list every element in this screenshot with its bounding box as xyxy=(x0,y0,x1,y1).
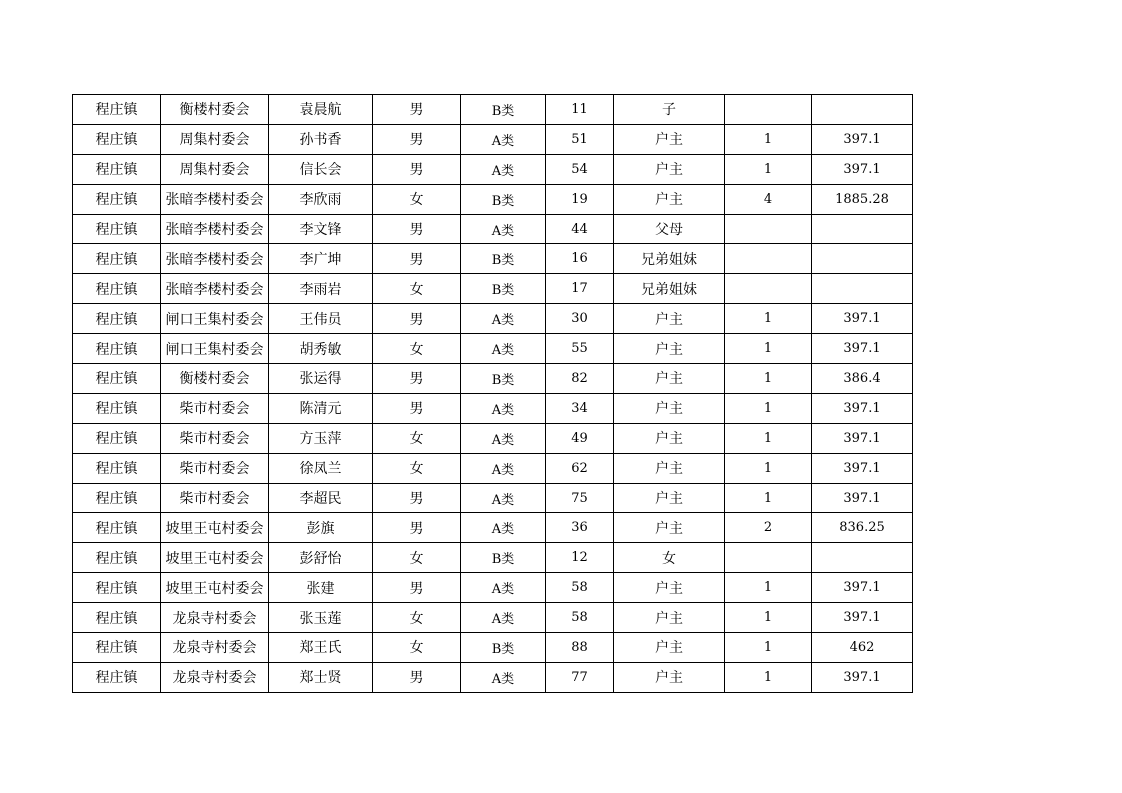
cell-village: 张暗李楼村委会 xyxy=(161,274,269,304)
cell-age: 55 xyxy=(546,334,614,364)
cell-age: 82 xyxy=(546,364,614,394)
cell-household-size: 1 xyxy=(725,603,812,633)
cell-household-size xyxy=(725,214,812,244)
cell-amount: 397.1 xyxy=(812,154,913,184)
cell-category: B类 xyxy=(461,633,546,663)
cell-amount: 397.1 xyxy=(812,124,913,154)
cell-town: 程庄镇 xyxy=(73,573,161,603)
cell-amount: 397.1 xyxy=(812,423,913,453)
cell-village: 柴市村委会 xyxy=(161,483,269,513)
cell-category: A类 xyxy=(461,483,546,513)
table-row xyxy=(73,603,913,633)
cell-amount: 397.1 xyxy=(812,334,913,364)
cell-household-size xyxy=(725,244,812,274)
cell-household-size xyxy=(725,95,812,125)
cell-name: 李文锋 xyxy=(269,214,373,244)
cell-amount xyxy=(812,543,913,573)
cell-household-size: 1 xyxy=(725,423,812,453)
cell-amount: 397.1 xyxy=(812,393,913,423)
cell-category: A类 xyxy=(461,393,546,423)
cell-village: 闸口王集村委会 xyxy=(161,334,269,364)
cell-town: 程庄镇 xyxy=(73,483,161,513)
cell-town: 程庄镇 xyxy=(73,364,161,394)
cell-name: 彭舒怡 xyxy=(269,543,373,573)
cell-category: A类 xyxy=(461,423,546,453)
cell-category: A类 xyxy=(461,304,546,334)
cell-amount: 836.25 xyxy=(812,513,913,543)
cell-category: A类 xyxy=(461,214,546,244)
table-row xyxy=(73,334,913,364)
cell-town: 程庄镇 xyxy=(73,393,161,423)
cell-amount: 386.4 xyxy=(812,364,913,394)
cell-village: 龙泉寺村委会 xyxy=(161,662,269,692)
cell-name: 信长会 xyxy=(269,154,373,184)
cell-age: 17 xyxy=(546,274,614,304)
cell-village: 衡楼村委会 xyxy=(161,95,269,125)
table-row xyxy=(73,274,913,304)
cell-age: 75 xyxy=(546,483,614,513)
cell-household-size: 2 xyxy=(725,513,812,543)
cell-village: 柴市村委会 xyxy=(161,393,269,423)
cell-relation: 户主 xyxy=(614,184,725,214)
cell-town: 程庄镇 xyxy=(73,274,161,304)
cell-amount: 397.1 xyxy=(812,662,913,692)
cell-town: 程庄镇 xyxy=(73,184,161,214)
cell-name: 徐凤兰 xyxy=(269,453,373,483)
cell-gender: 男 xyxy=(373,214,461,244)
cell-relation: 户主 xyxy=(614,633,725,663)
cell-name: 郑士贤 xyxy=(269,662,373,692)
cell-name: 李欣雨 xyxy=(269,184,373,214)
cell-household-size xyxy=(725,274,812,304)
cell-town: 程庄镇 xyxy=(73,453,161,483)
cell-relation: 兄弟姐妹 xyxy=(614,244,725,274)
table-row xyxy=(73,304,913,334)
cell-village: 龙泉寺村委会 xyxy=(161,603,269,633)
cell-amount: 397.1 xyxy=(812,453,913,483)
cell-gender: 男 xyxy=(373,662,461,692)
cell-name: 李雨岩 xyxy=(269,274,373,304)
cell-amount: 397.1 xyxy=(812,603,913,633)
table-row xyxy=(73,453,913,483)
cell-town: 程庄镇 xyxy=(73,603,161,633)
cell-town: 程庄镇 xyxy=(73,334,161,364)
cell-household-size: 1 xyxy=(725,304,812,334)
cell-gender: 女 xyxy=(373,603,461,633)
table-row xyxy=(73,124,913,154)
cell-age: 58 xyxy=(546,573,614,603)
cell-name: 胡秀敏 xyxy=(269,334,373,364)
cell-village: 周集村委会 xyxy=(161,154,269,184)
cell-name: 李广坤 xyxy=(269,244,373,274)
table-body xyxy=(73,95,913,693)
cell-village: 衡楼村委会 xyxy=(161,364,269,394)
cell-age: 44 xyxy=(546,214,614,244)
cell-relation: 子 xyxy=(614,95,725,125)
cell-household-size: 4 xyxy=(725,184,812,214)
cell-name: 彭旗 xyxy=(269,513,373,543)
cell-household-size: 1 xyxy=(725,154,812,184)
cell-age: 12 xyxy=(546,543,614,573)
table-row xyxy=(73,184,913,214)
cell-town: 程庄镇 xyxy=(73,124,161,154)
cell-category: A类 xyxy=(461,124,546,154)
cell-age: 77 xyxy=(546,662,614,692)
cell-age: 58 xyxy=(546,603,614,633)
cell-name: 方玉萍 xyxy=(269,423,373,453)
cell-age: 36 xyxy=(546,513,614,543)
cell-household-size: 1 xyxy=(725,573,812,603)
table-row xyxy=(73,423,913,453)
cell-category: A类 xyxy=(461,573,546,603)
cell-town: 程庄镇 xyxy=(73,304,161,334)
cell-age: 34 xyxy=(546,393,614,423)
cell-name: 郑王氏 xyxy=(269,633,373,663)
cell-household-size: 1 xyxy=(725,364,812,394)
cell-gender: 男 xyxy=(373,154,461,184)
cell-category: A类 xyxy=(461,154,546,184)
cell-village: 张暗李楼村委会 xyxy=(161,184,269,214)
cell-category: B类 xyxy=(461,543,546,573)
table-row xyxy=(73,244,913,274)
cell-household-size: 1 xyxy=(725,124,812,154)
cell-amount: 397.1 xyxy=(812,573,913,603)
cell-gender: 男 xyxy=(373,513,461,543)
cell-gender: 女 xyxy=(373,453,461,483)
cell-category: A类 xyxy=(461,513,546,543)
cell-amount: 1885.28 xyxy=(812,184,913,214)
cell-town: 程庄镇 xyxy=(73,423,161,453)
cell-relation: 户主 xyxy=(614,513,725,543)
cell-category: B类 xyxy=(461,95,546,125)
table-row xyxy=(73,154,913,184)
cell-town: 程庄镇 xyxy=(73,633,161,663)
cell-town: 程庄镇 xyxy=(73,95,161,125)
cell-relation: 户主 xyxy=(614,603,725,633)
cell-village: 坡里王屯村委会 xyxy=(161,513,269,543)
cell-amount xyxy=(812,95,913,125)
cell-household-size: 1 xyxy=(725,483,812,513)
cell-relation: 户主 xyxy=(614,423,725,453)
cell-relation: 户主 xyxy=(614,662,725,692)
cell-amount xyxy=(812,274,913,304)
cell-village: 坡里王屯村委会 xyxy=(161,573,269,603)
cell-name: 孙书香 xyxy=(269,124,373,154)
table-row xyxy=(73,393,913,423)
table-row xyxy=(73,364,913,394)
cell-village: 龙泉寺村委会 xyxy=(161,633,269,663)
cell-age: 49 xyxy=(546,423,614,453)
cell-relation: 兄弟姐妹 xyxy=(614,274,725,304)
cell-category: B类 xyxy=(461,244,546,274)
cell-name: 张运得 xyxy=(269,364,373,394)
cell-category: B类 xyxy=(461,184,546,214)
cell-name: 张玉莲 xyxy=(269,603,373,633)
cell-town: 程庄镇 xyxy=(73,513,161,543)
table-row xyxy=(73,214,913,244)
cell-category: A类 xyxy=(461,453,546,483)
cell-gender: 男 xyxy=(373,483,461,513)
cell-village: 张暗李楼村委会 xyxy=(161,244,269,274)
cell-age: 62 xyxy=(546,453,614,483)
cell-gender: 男 xyxy=(373,573,461,603)
cell-gender: 男 xyxy=(373,95,461,125)
cell-gender: 女 xyxy=(373,274,461,304)
table-row xyxy=(73,513,913,543)
cell-amount xyxy=(812,244,913,274)
table-row xyxy=(73,573,913,603)
cell-age: 19 xyxy=(546,184,614,214)
cell-village: 柴市村委会 xyxy=(161,453,269,483)
cell-relation: 户主 xyxy=(614,483,725,513)
cell-village: 坡里王屯村委会 xyxy=(161,543,269,573)
cell-amount: 462 xyxy=(812,633,913,663)
cell-category: A类 xyxy=(461,603,546,633)
cell-gender: 男 xyxy=(373,393,461,423)
cell-category: A类 xyxy=(461,662,546,692)
table-row xyxy=(73,633,913,663)
table-row xyxy=(73,543,913,573)
cell-gender: 女 xyxy=(373,334,461,364)
cell-age: 54 xyxy=(546,154,614,184)
table-row xyxy=(73,483,913,513)
cell-town: 程庄镇 xyxy=(73,662,161,692)
cell-relation: 户主 xyxy=(614,364,725,394)
cell-relation: 户主 xyxy=(614,154,725,184)
cell-age: 11 xyxy=(546,95,614,125)
cell-gender: 女 xyxy=(373,633,461,663)
cell-amount xyxy=(812,214,913,244)
cell-amount: 397.1 xyxy=(812,304,913,334)
cell-age: 30 xyxy=(546,304,614,334)
cell-relation: 户主 xyxy=(614,573,725,603)
cell-name: 王伟员 xyxy=(269,304,373,334)
cell-household-size: 1 xyxy=(725,633,812,663)
cell-category: B类 xyxy=(461,364,546,394)
cell-name: 李超民 xyxy=(269,483,373,513)
cell-town: 程庄镇 xyxy=(73,244,161,274)
cell-relation: 户主 xyxy=(614,393,725,423)
data-table xyxy=(72,94,913,693)
cell-gender: 男 xyxy=(373,124,461,154)
cell-household-size: 1 xyxy=(725,393,812,423)
cell-gender: 男 xyxy=(373,364,461,394)
table-row xyxy=(73,95,913,125)
cell-gender: 男 xyxy=(373,244,461,274)
cell-relation: 父母 xyxy=(614,214,725,244)
cell-age: 88 xyxy=(546,633,614,663)
cell-gender: 女 xyxy=(373,543,461,573)
cell-age: 16 xyxy=(546,244,614,274)
cell-name: 陈清元 xyxy=(269,393,373,423)
table-row xyxy=(73,662,913,692)
cell-town: 程庄镇 xyxy=(73,543,161,573)
cell-gender: 女 xyxy=(373,423,461,453)
cell-household-size xyxy=(725,543,812,573)
cell-relation: 女 xyxy=(614,543,725,573)
cell-village: 闸口王集村委会 xyxy=(161,304,269,334)
cell-gender: 男 xyxy=(373,304,461,334)
cell-name: 袁晨航 xyxy=(269,95,373,125)
cell-household-size: 1 xyxy=(725,453,812,483)
cell-relation: 户主 xyxy=(614,124,725,154)
cell-village: 柴市村委会 xyxy=(161,423,269,453)
cell-village: 张暗李楼村委会 xyxy=(161,214,269,244)
cell-category: B类 xyxy=(461,274,546,304)
cell-household-size: 1 xyxy=(725,662,812,692)
cell-town: 程庄镇 xyxy=(73,154,161,184)
cell-relation: 户主 xyxy=(614,334,725,364)
cell-gender: 女 xyxy=(373,184,461,214)
cell-relation: 户主 xyxy=(614,304,725,334)
cell-amount: 397.1 xyxy=(812,483,913,513)
cell-town: 程庄镇 xyxy=(73,214,161,244)
cell-relation: 户主 xyxy=(614,453,725,483)
cell-household-size: 1 xyxy=(725,334,812,364)
cell-village: 周集村委会 xyxy=(161,124,269,154)
cell-category: A类 xyxy=(461,334,546,364)
cell-age: 51 xyxy=(546,124,614,154)
cell-name: 张建 xyxy=(269,573,373,603)
